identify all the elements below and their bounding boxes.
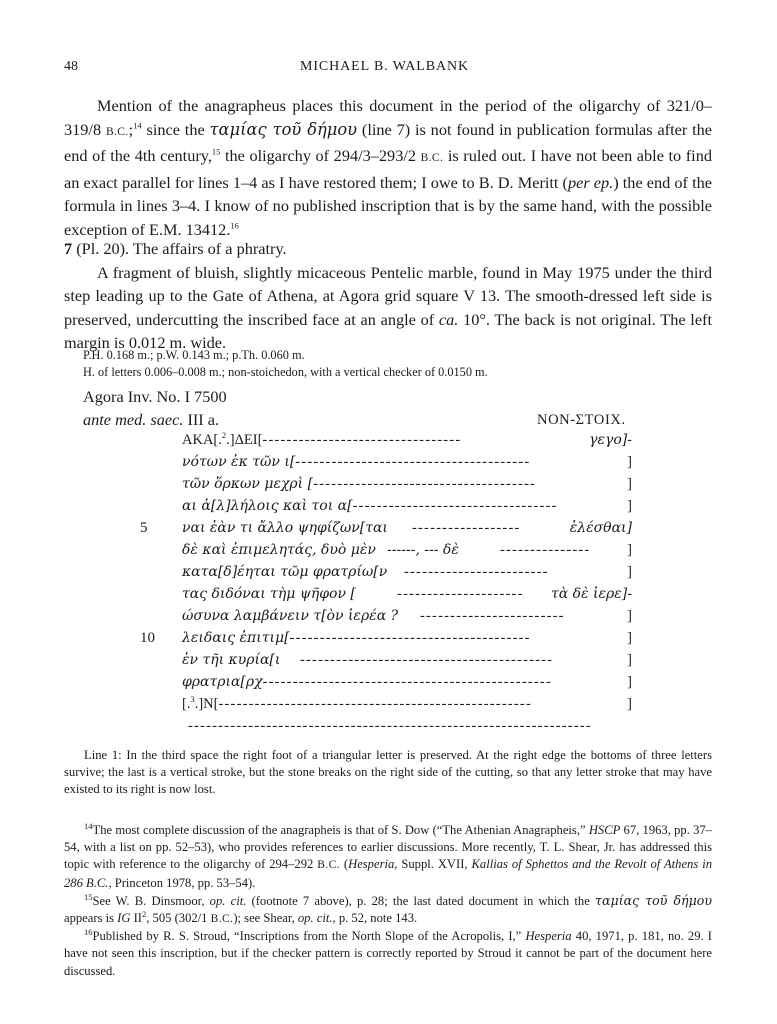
line-commentary: Line 1: In the third space the right foot of a triangular letter is preserved. At the right edge the bottoms of three letters survive; the last is a vertical stroke, but the stone breaks on the right side of the cutting, so that any letter stroke that may have existed to its right is now lost.	[64, 748, 712, 797]
line-number-5: 5	[140, 520, 148, 536]
running-head-author: MICHAEL B. WALBANK	[300, 59, 470, 74]
footnote-15: $^{15}$See W. B. Dinsmoor, op. cit. (footnote 7 above), p. 28; the last dated document in which the ταμίας τοῦ δήμου appears is IG $II^2$, 505 (302/1 B.C.); see Shear, op. cit., p. 52, note 143.	[64, 891, 712, 926]
footnote-14: $^{14}$The most complete discussion of the anagrapheis is that of S. Dow (“The Athenian Anagrapheis,” HSCP 67, 1963, pp. 37–54, with a list on pp. 52–53), who provides references to earlier discussions. More recently, T. L. Shear, Jr. has addressed this topic with reference to the oligarchy of 294–292 B.C. (Hesperia, Suppl. XVII, Kallias of Sphettos and the Revolt of Athens in 286 B.C., Princeton 1978, pp. 53–54).	[64, 820, 712, 890]
inscription-line-3: τῶν ὅρκων μεχρὶ [------------------------------------- ]	[182, 476, 632, 492]
inscription-line-6: δὲ καὶ ἐπιμελητάς, δυὸ μὲν ------, --- δὲ --------------- ]	[182, 542, 632, 558]
inscription-line-7: κατα[δ]έηται τῶμ φρατρίω[ν ------------------------ ]	[182, 564, 632, 580]
footnote-ref-16[interactable]: 16	[230, 220, 239, 231]
measurements-letters: H. of letters 0.006–0.008 m.; non-stoichedon, with a vertical checker of 0.0150 m.	[83, 365, 488, 379]
inscription-line-10: λειδαις ἐπιτιμ[---------------------------------------- ]	[182, 630, 632, 646]
inscription-line-4: αι ἀ[λ]λήλοις καὶ τοι α[---------------------------------- ]	[182, 498, 632, 514]
footnote-ref-14[interactable]: 14	[133, 120, 142, 131]
inscription-line-2: νότων ἐκ τῶν ι[--------------------------------------- ]	[182, 454, 632, 470]
inscription-line-13: [.$^3$.]Ν[---------------------------------------------------- ]	[182, 694, 632, 712]
inscription-line-12: φρατρια[ρχ------------------------------------------------ ]	[182, 674, 632, 690]
inscription-line-1: ΑΚΑ[.$^2$.]ΔΕΙ[--------------------------------- γεγο]-	[182, 430, 632, 448]
inscription-line-8: τας διδόναι τὴμ ψῆφον [ --------------------- τὰ δὲ ἱερε]-	[182, 586, 632, 602]
inscription-line-14: -------------------------------------------------------------------	[188, 718, 592, 734]
footnotes	[64, 822, 712, 980]
inscription-line-5: ναι ἐὰν τι ἄλλο ψηφίζων[ται ------------------ ἑλέσθαι]	[182, 520, 632, 536]
date-line: ante med. saec. III a.	[83, 410, 220, 429]
paragraph-anagrapheus: Mention of the anagrapheus places this document in the period of the oligarchy of 321/0–319/8 B.C.;$^{14}$ since the ταμίας τοῦ δήμου (line 7) is not found in publication formulas after the end of the 4th century,$^{15}$ the oligarchy of 294/3–293/2 B.C. is ruled out. I have not been able to find an exact parallel for lines 1–4 as I have restored them; I owe to B. D. Meritt (per ep.) the end of the formula in lines 3–4. I know of no published inscription that is by the same hand, with the possible exception of E.M. 13412.16	[64, 96, 712, 239]
entry-heading: (Pl. 20). The affairs of a phratry.	[72, 239, 287, 258]
inscription-line-11: ἐν τῆι κυρία[ι ------------------------------------------ ]	[182, 652, 632, 668]
non-stoichedon-label: NON-ΣΤΟΙΧ.	[537, 412, 626, 428]
entry-description: A fragment of bluish, slightly micaceous Pentelic marble, found in May 1975 under the third step leading up to the Gate of Athena, at Agora grid square V 13. The smooth-dressed left side is preserved, undercutting the inscribed face at an angle of ca. 10°. The back is not original. The left margin is 0.012 m. wide.	[64, 262, 712, 352]
page-number: 48	[64, 59, 78, 74]
footnote-ref-15[interactable]: 15	[211, 146, 221, 157]
footnote-16: $^{16}$Published by R. S. Stroud, “Inscriptions from the North Slope of the Acropolis, I,” Hesperia 40, 1971, p. 181, no. 29. I have not seen this inscription, but if the checker pattern is correctly reported by Stroud it cannot be part of the document here discussed.	[64, 927, 712, 978]
line-number-10: 10	[140, 630, 155, 646]
inscription-line-9: ώσυνα λαμβάνειν τ[ὸν ἱερέα ? ------------------------ ]	[182, 608, 632, 624]
inventory-number: Agora Inv. No. I 7500	[83, 387, 227, 406]
entry-7	[64, 237, 712, 355]
entry-number: 7	[64, 239, 73, 258]
measurements-dimensions: P.H. 0.168 m.; p.W. 0.143 m.; p.Th. 0.060 m.	[83, 348, 305, 362]
